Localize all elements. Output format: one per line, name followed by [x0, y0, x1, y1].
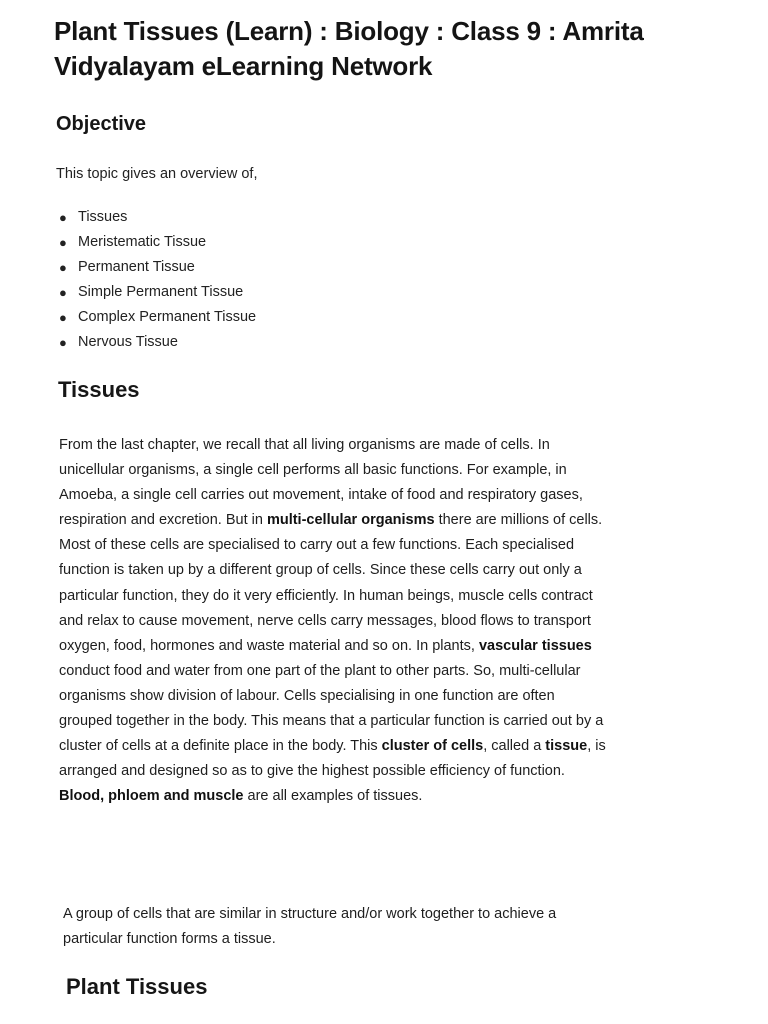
- bold-term-vascular-tissues: vascular tissues: [478, 637, 592, 654]
- list-item-label: Nervous Tissue: [78, 334, 178, 350]
- paragraph-text: , is arranged and designed so as to give the highest possible efficiency of function.: [59, 738, 606, 780]
- paragraph-text: conduct food and water from one part of the plant to other parts. So, multi-cellular organisms show division of labour. Cells specialising in one function are often grouped together in the body. This means that a particular function is carried out by a cluster of cells at a definite place in the body. This: [59, 662, 604, 755]
- tissues-paragraph-1: [59, 433, 611, 809]
- list-item: [56, 255, 256, 280]
- paragraph-text: From the last chapter, we recall that all living organisms are made of cells. In unicellular organisms, a single cell performs all basic functions. For example, in Amoeba, a single cell carries out movement, intake of food and respiratory gases, respiration and excretion. But in: [59, 437, 583, 529]
- list-item: [56, 330, 256, 355]
- bullet-icon: ●: [59, 235, 67, 250]
- list-item: [56, 305, 256, 330]
- list-item-label: Meristematic Tissue: [78, 234, 207, 250]
- bullet-icon: ●: [59, 285, 67, 300]
- list-item-label: Tissues: [78, 209, 128, 225]
- list-item: [56, 280, 256, 305]
- list-item-label: Complex Permanent Tissue: [78, 309, 257, 325]
- topic-list: [56, 205, 256, 355]
- objective-intro: This topic gives an overview of,: [56, 166, 258, 182]
- bullet-icon: ●: [59, 260, 67, 275]
- bold-term-multicellular: multi-cellular organisms: [266, 512, 435, 529]
- paragraph-text: are all examples of tissues.: [243, 788, 423, 805]
- paragraph-text: there are millions of cells. Most of these cells are specialised to carry out a few functions. Each specialised function is taken up by a different group of cells. Since these cells carry out only a particular function, they do it very efficiently. In human beings, muscle cells contract and relax to cause movement, nerve cells carry messages, blood flows to transport oxygen, food, hormones and waste material and so on. In plants,: [59, 512, 603, 654]
- bullet-icon: ●: [59, 335, 67, 350]
- paragraph-text: , called a: [483, 738, 546, 755]
- list-item: [56, 205, 256, 230]
- plant-tissues-heading: Plant Tissues: [66, 974, 208, 999]
- bold-term-tissue: tissue: [545, 738, 588, 755]
- bold-term-examples: Blood, phloem and muscle: [59, 788, 244, 805]
- list-item-label: Simple Permanent Tissue: [78, 284, 244, 300]
- bold-term-cluster-of-cells: cluster of cells: [381, 738, 484, 755]
- page-title: Plant Tissues (Learn) : Biology : Class 9 : Amrita Vidyalayam eLearning Network: [54, 16, 644, 81]
- tissues-paragraph-2: A group of cells that are similar in structure and/or work together to achieve a particular function forms a tissue.: [63, 906, 557, 948]
- objective-heading: Objective: [56, 113, 147, 135]
- list-item-label: Permanent Tissue: [78, 259, 195, 275]
- bullet-icon: ●: [59, 210, 67, 225]
- tissues-heading: Tissues: [58, 377, 140, 402]
- bullet-icon: ●: [59, 310, 67, 325]
- list-item: [56, 230, 256, 255]
